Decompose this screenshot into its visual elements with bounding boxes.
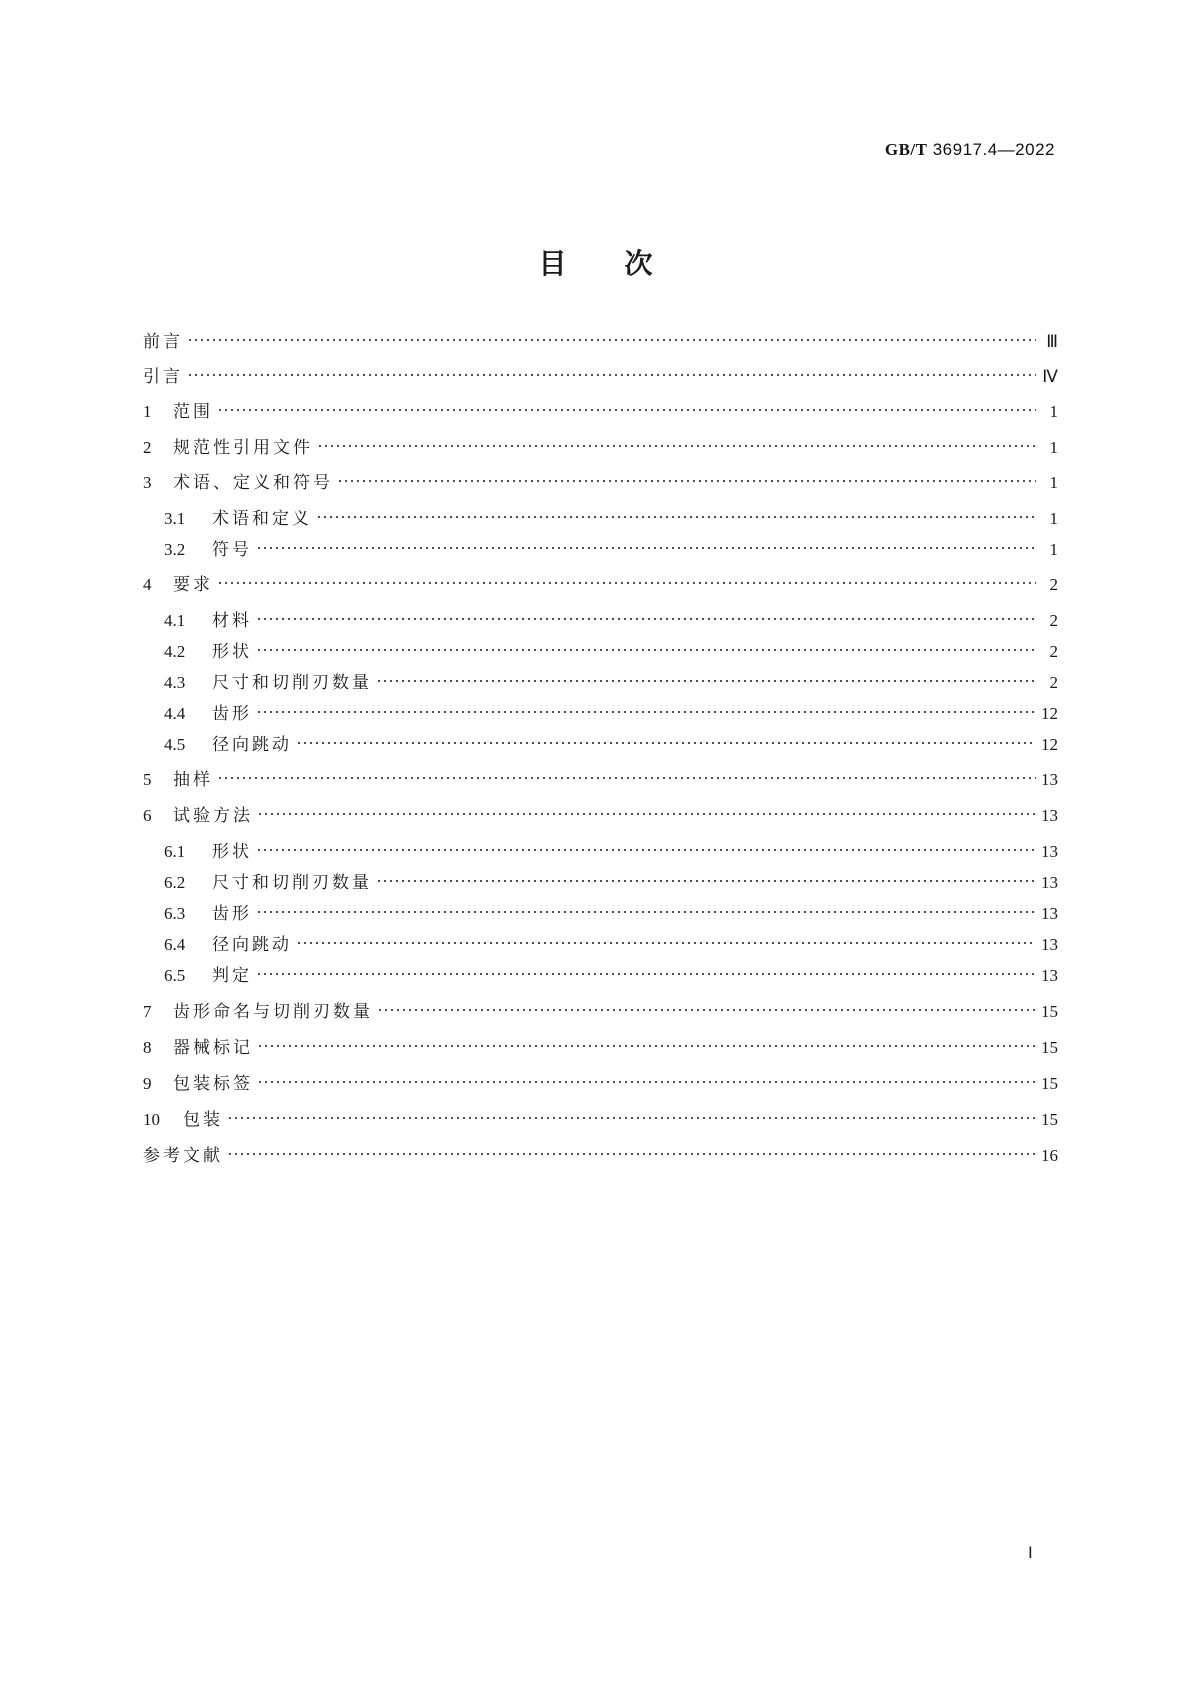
toc-entry[interactable]	[164, 640, 1058, 664]
toc-entry[interactable]	[164, 902, 1058, 926]
toc-entry[interactable]	[143, 573, 1058, 597]
toc-leader-dots	[316, 514, 1036, 520]
toc-entry-number: 5	[143, 770, 152, 789]
toc-entry-page: 13	[1041, 935, 1058, 954]
toc-entry-number: 8	[143, 1038, 152, 1057]
toc-entry-label: 符号	[212, 540, 252, 560]
toc-entry-page: 13	[1041, 966, 1058, 985]
toc-entry[interactable]	[164, 933, 1058, 957]
toc-entry-label: 形状	[212, 842, 252, 862]
toc-entry-number: 6.4	[164, 935, 186, 954]
toc-entry-number: 6.5	[164, 966, 186, 985]
toc-entry-page: 2	[1049, 575, 1058, 594]
toc-entry-label: 要求	[173, 575, 213, 595]
toc-entry-page: 1	[1049, 438, 1058, 457]
toc-leader-dots	[256, 647, 1036, 653]
toc-entry-page: Ⅳ	[1042, 367, 1058, 386]
toc-entry-label: 齿形命名与切削刃数量	[173, 1002, 373, 1022]
toc-leader-dots	[256, 971, 1036, 977]
toc-leader-dots	[296, 740, 1036, 746]
toc-entry-page: 1	[1049, 473, 1058, 492]
toc-entry-label: 前言	[143, 332, 183, 352]
toc-entry-page: 2	[1049, 673, 1058, 692]
toc-entry[interactable]	[143, 1036, 1058, 1060]
toc-entry-page: 15	[1041, 1110, 1058, 1129]
toc-entry-label: 器械标记	[173, 1038, 253, 1058]
toc-entry[interactable]	[143, 1108, 1058, 1132]
toc-leader-dots	[256, 545, 1036, 551]
toc-entry[interactable]	[164, 538, 1058, 562]
toc-entry-label: 术语和定义	[212, 509, 312, 529]
toc-entry-page: 12	[1041, 704, 1058, 723]
toc-entry-number: 4	[143, 575, 152, 594]
toc-entry-number: 9	[143, 1074, 152, 1093]
toc-entry-page: 12	[1041, 735, 1058, 754]
toc-entry-label: 参考文献	[143, 1146, 223, 1166]
toc-entry-page: 13	[1041, 842, 1058, 861]
toc-entry-page: 13	[1041, 873, 1058, 892]
toc-leader-dots	[376, 878, 1036, 884]
toc-leader-dots	[257, 1043, 1036, 1049]
toc-entry-number: 6.1	[164, 842, 186, 861]
toc-entry-number: 4.1	[164, 611, 186, 630]
toc-entry-label: 齿形	[212, 904, 252, 924]
toc-entry-page: 1	[1049, 540, 1058, 559]
toc-leader-dots	[376, 678, 1036, 684]
toc-entry-page: 2	[1049, 611, 1058, 630]
toc-entry-label: 形状	[212, 642, 252, 662]
toc-entry-number: 2	[143, 438, 152, 457]
toc-entry[interactable]	[143, 365, 1058, 389]
toc-entry[interactable]	[143, 1000, 1058, 1024]
toc-entry-number: 6.2	[164, 873, 186, 892]
toc-leader-dots	[317, 443, 1036, 449]
toc-entry[interactable]	[164, 702, 1058, 726]
toc-entry[interactable]	[143, 400, 1058, 424]
toc-entry-label: 齿形	[212, 704, 252, 724]
toc-entry[interactable]	[164, 733, 1058, 757]
toc-entry[interactable]	[143, 330, 1058, 354]
toc-leader-dots	[377, 1007, 1036, 1013]
toc-entry-label: 判定	[212, 966, 252, 986]
toc-entry[interactable]	[164, 671, 1058, 695]
toc-entry[interactable]	[164, 507, 1058, 531]
toc-leader-dots	[296, 940, 1036, 946]
toc-leader-dots	[257, 811, 1036, 817]
toc-leader-dots	[257, 1079, 1036, 1085]
toc-entry-number: 6.3	[164, 904, 186, 923]
toc-entry[interactable]	[143, 1144, 1058, 1168]
toc-entry-label: 包装标签	[173, 1074, 253, 1094]
toc-entry-number: 4.3	[164, 673, 186, 692]
toc-entry-label: 规范性引用文件	[173, 438, 313, 458]
toc-entry-page: Ⅲ	[1046, 332, 1058, 351]
toc-leader-dots	[217, 775, 1036, 781]
standard-code-number: 36917.4—2022	[927, 140, 1055, 159]
toc-entry[interactable]	[164, 840, 1058, 864]
toc-leader-dots	[217, 407, 1036, 413]
toc-entry-label: 尺寸和切削刃数量	[212, 673, 372, 693]
toc-leader-dots	[337, 478, 1036, 484]
toc-entry-label: 径向跳动	[212, 935, 292, 955]
toc-entry-label: 包装	[183, 1110, 223, 1130]
toc-entry[interactable]	[164, 964, 1058, 988]
toc-entry[interactable]	[143, 436, 1058, 460]
toc-entry-label: 径向跳动	[212, 735, 292, 755]
toc-entry[interactable]	[164, 871, 1058, 895]
toc-entry-number: 6	[143, 806, 152, 825]
toc-entry-page: 1	[1049, 402, 1058, 421]
toc-entry-label: 材料	[212, 611, 252, 631]
toc-entry-number: 3.2	[164, 540, 186, 559]
toc-leader-dots	[256, 847, 1036, 853]
toc-entry-number: 4.4	[164, 704, 186, 723]
toc-entry-page: 15	[1041, 1074, 1058, 1093]
toc-leader-dots	[187, 372, 1036, 378]
toc-entry-label: 抽样	[173, 770, 213, 790]
toc-entry-label: 引言	[143, 367, 183, 387]
toc-leader-dots	[227, 1115, 1036, 1121]
toc-entry[interactable]	[143, 768, 1058, 792]
toc-leader-dots	[256, 616, 1036, 622]
toc-entry-label: 尺寸和切削刃数量	[212, 873, 372, 893]
toc-entry-number: 4.2	[164, 642, 186, 661]
toc-entry-number: 4.5	[164, 735, 186, 754]
toc-entry-page: 16	[1041, 1146, 1058, 1165]
toc-leader-dots	[227, 1151, 1036, 1157]
toc-entry-number: 10	[143, 1110, 160, 1129]
toc-leader-dots	[256, 709, 1036, 715]
toc-entry-label: 试验方法	[173, 806, 253, 826]
toc-entry-label: 范围	[173, 402, 213, 422]
toc-entry-page: 1	[1049, 509, 1058, 528]
toc-entry[interactable]	[143, 1072, 1058, 1096]
toc-entry-page: 13	[1041, 904, 1058, 923]
toc-entry-page: 13	[1041, 770, 1058, 789]
toc-entry-page: 15	[1041, 1038, 1058, 1057]
toc-leader-dots	[217, 580, 1036, 586]
toc-entry-page: 15	[1041, 1002, 1058, 1021]
page-number: Ⅰ	[1028, 1545, 1033, 1562]
toc-leader-dots	[256, 909, 1036, 915]
toc-entry-number: 3	[143, 473, 152, 492]
toc-entry-page: 2	[1049, 642, 1058, 661]
toc-entry-number: 1	[143, 402, 152, 421]
page-title: 目次	[538, 247, 711, 280]
toc-entry-number: 3.1	[164, 509, 186, 528]
toc-entry-number: 7	[143, 1002, 152, 1021]
toc-entry[interactable]	[143, 471, 1058, 495]
toc-entry[interactable]	[164, 609, 1058, 633]
standard-code-prefix: GB/T	[884, 140, 928, 159]
toc-entry[interactable]	[143, 804, 1058, 828]
toc-entry-page: 13	[1041, 806, 1058, 825]
toc-leader-dots	[187, 337, 1036, 343]
toc-entry-label: 术语、定义和符号	[173, 473, 333, 493]
